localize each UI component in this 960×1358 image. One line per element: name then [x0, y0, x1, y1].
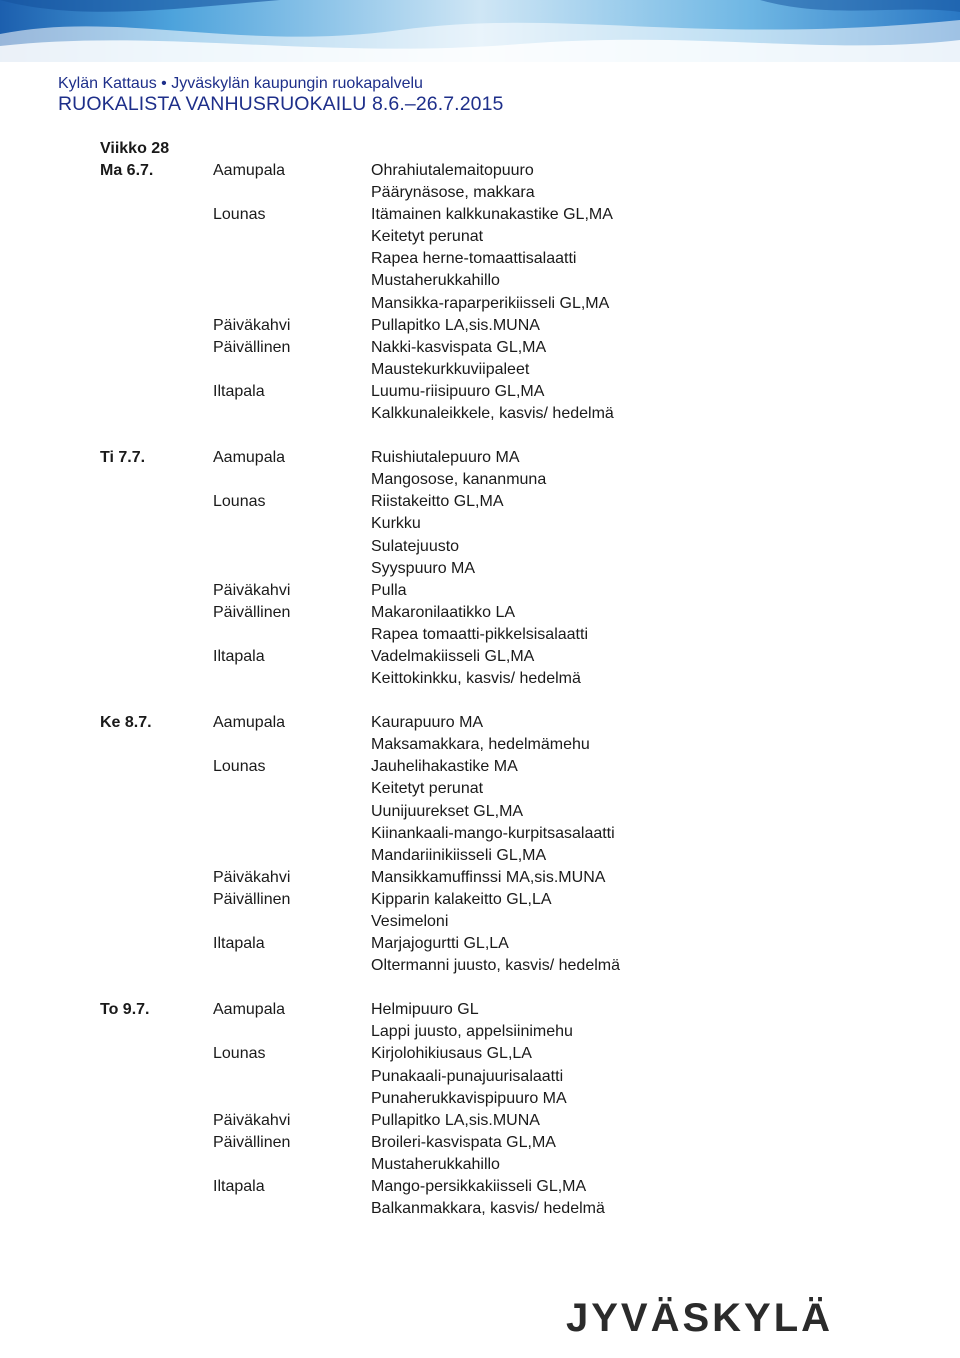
dish-item: Kirjolohikiusaus GL,LA: [371, 1045, 532, 1063]
dish-item: Helmipuuro GL: [371, 1001, 479, 1019]
menu-row: [100, 469, 920, 491]
menu-row: [100, 204, 920, 226]
menu-row: [100, 955, 920, 977]
dish-item: Maustekurkkuviipaleet: [371, 360, 530, 378]
menu-row: [100, 1154, 920, 1176]
dish-item: Pulla: [371, 581, 407, 599]
menu-row: [100, 447, 920, 469]
day-list: [100, 160, 920, 1220]
dish-item: Kiinankaali-mango-kurpitsasalaatti: [371, 824, 615, 842]
menu-row: [100, 491, 920, 513]
menu-row: [100, 778, 920, 800]
dish-item: Nakki-kasvispata GL,MA: [371, 338, 547, 356]
meal-label: Päivällinen: [213, 890, 291, 908]
meal-label: Päivällinen: [213, 603, 291, 621]
menu-row: [100, 293, 920, 315]
menu-row: [100, 1066, 920, 1088]
dish-item: Mangosose, kananmuna: [371, 471, 547, 489]
meal-label: Päiväkahvi: [213, 316, 291, 334]
menu-row: [100, 381, 920, 403]
header-decoration: [0, 0, 960, 62]
wave-graphic: [0, 0, 960, 62]
menu-row: [100, 646, 920, 668]
dish-item: Broileri-kasvispata GL,MA: [371, 1133, 556, 1151]
dish-item: Uunijuurekset GL,MA: [371, 802, 524, 820]
dish-item: Punakaali-punajuurisalaatti: [371, 1067, 564, 1085]
menu-row: [100, 160, 920, 182]
menu-row: [100, 337, 920, 359]
menu-row: [100, 403, 920, 425]
menu-row: [100, 911, 920, 933]
meal-label: Päiväkahvi: [213, 581, 291, 599]
dish-item: Keitetyt perunat: [371, 780, 484, 798]
dish-item: Mansikka-raparperikiisseli GL,MA: [371, 294, 610, 312]
dish-item: Kalkkunaleikkele, kasvis/ hedelmä: [371, 405, 614, 423]
menu-row: [100, 1176, 920, 1198]
menu-row: [100, 359, 920, 381]
week-label: Viikko 28: [100, 140, 170, 157]
dish-item: Punaherukkavispipuuro MA: [371, 1089, 567, 1107]
menu-row: [100, 734, 920, 756]
dish-item: Kipparin kalakeitto GL,LA: [371, 890, 552, 908]
menu-row: [100, 933, 920, 955]
meal-label: Lounas: [213, 206, 266, 224]
dish-item: Luumu-riisipuuro GL,MA: [371, 382, 545, 400]
meal-label: Iltapala: [213, 1178, 265, 1196]
organization-line: Kylän Kattaus • Jyväskylän kaupungin ruokapalvelu: [58, 75, 423, 92]
menu-row: [100, 315, 920, 337]
dish-item: Rapea tomaatti-pikkelsisalaatti: [371, 625, 588, 643]
meal-label: Aamupala: [213, 714, 286, 732]
dish-item: Marjajogurtti GL,LA: [371, 935, 509, 953]
header-titles: [58, 74, 503, 116]
dish-item: Keitetyt perunat: [371, 228, 484, 246]
dish-item: Päärynäsose, makkara: [371, 184, 535, 202]
meal-label: Päiväkahvi: [213, 1111, 291, 1129]
menu-row: [100, 1198, 920, 1220]
dish-item: Mustaherukkahillo: [371, 1155, 500, 1173]
dish-item: Oltermanni juusto, kasvis/ hedelmä: [371, 957, 620, 975]
dish-item: Ohrahiutalemaitopuuro: [371, 162, 534, 179]
dish-item: Mustaherukkahillo: [371, 272, 500, 290]
menu-row: [100, 1043, 920, 1065]
menu-row: [100, 580, 920, 602]
meal-label: Aamupala: [213, 162, 286, 179]
menu-row: [100, 1021, 920, 1043]
dish-item: Lappi juusto, appelsiinimehu: [371, 1023, 573, 1041]
meal-label: Päiväkahvi: [213, 868, 291, 886]
menu-row: [100, 867, 920, 889]
dish-item: Kurkku: [371, 515, 421, 533]
dish-item: Keittokinkku, kasvis/ hedelmä: [371, 670, 581, 688]
meal-label: Päivällinen: [213, 338, 291, 356]
dish-item: Pullapitko LA,sis.MUNA: [371, 1111, 540, 1129]
day-label: Ti 7.7.: [100, 449, 146, 467]
meal-label: Iltapala: [213, 382, 265, 400]
dish-item: Jauhelihakastike MA: [371, 758, 518, 776]
day-block: [100, 447, 920, 690]
menu-row: [100, 999, 920, 1021]
menu-row: [100, 845, 920, 867]
menu-row: [100, 182, 920, 204]
meal-label: Lounas: [213, 493, 266, 511]
menu-row: [100, 248, 920, 270]
day-label: Ma 6.7.: [100, 162, 154, 179]
menu-row: [100, 756, 920, 778]
dish-item: Itämainen kalkkunakastike GL,MA: [371, 206, 613, 224]
dish-item: Mandariinikiisseli GL,MA: [371, 846, 547, 864]
menu-row: [100, 536, 920, 558]
dish-item: Maksamakkara, hedelmämehu: [371, 736, 590, 754]
menu-row: [100, 624, 920, 646]
menu-row: [100, 712, 920, 734]
meal-label: Lounas: [213, 1045, 266, 1063]
meal-label: Lounas: [213, 758, 266, 776]
dish-item: Vesimeloni: [371, 913, 449, 930]
day-label: Ke 8.7.: [100, 714, 152, 732]
menu-row: [100, 558, 920, 580]
menu-row: [100, 823, 920, 845]
menu-row: [100, 602, 920, 624]
menu-row: [100, 270, 920, 292]
dish-item: Sulatejuusto: [371, 537, 460, 555]
menu-row: [100, 1132, 920, 1154]
jyvaskyla-logo: JYVÄSKYLÄ: [566, 1296, 834, 1340]
dish-item: Vadelmakiisseli GL,MA: [371, 647, 535, 665]
dish-item: Ruishiutalepuuro MA: [371, 449, 520, 467]
meal-label: Päivällinen: [213, 1133, 291, 1151]
dish-item: Kaurapuuro MA: [371, 714, 484, 732]
dish-item: Mansikkamuffinssi MA,sis.MUNA: [371, 868, 606, 886]
meal-label: Aamupala: [213, 449, 286, 467]
meal-label: Aamupala: [213, 1001, 286, 1019]
dish-item: Rapea herne-tomaattisalaatti: [371, 250, 577, 268]
dish-item: Pullapitko LA,sis.MUNA: [371, 316, 540, 334]
meal-label: Iltapala: [213, 647, 265, 665]
menu-row: [100, 668, 920, 690]
day-block: [100, 160, 920, 425]
menu-row: [100, 1110, 920, 1132]
menu-row: [100, 801, 920, 823]
meal-label: Iltapala: [213, 935, 265, 953]
day-label: To 9.7.: [100, 1001, 150, 1019]
dish-item: Balkanmakkara, kasvis/ hedelmä: [371, 1200, 605, 1218]
dish-item: Makaronilaatikko LA: [371, 603, 516, 621]
menu-row: [100, 226, 920, 248]
dish-item: Riistakeitto GL,MA: [371, 493, 504, 511]
menu-row: [100, 1088, 920, 1110]
menu-row: [100, 513, 920, 535]
menu-title: RUOKALISTA VANHUSRUOKAILU 8.6.–26.7.2015: [58, 93, 504, 115]
menu-content: [100, 138, 920, 1242]
menu-row: [100, 889, 920, 911]
day-block: [100, 999, 920, 1220]
day-block: [100, 712, 920, 977]
dish-item: Mango-persikkakiisseli GL,MA: [371, 1178, 587, 1196]
dish-item: Syyspuuro MA: [371, 559, 476, 577]
